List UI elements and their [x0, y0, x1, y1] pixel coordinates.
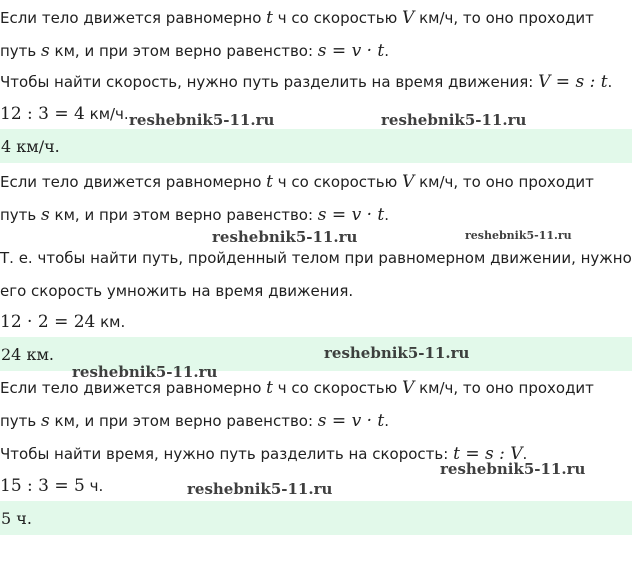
watermark: reshebnik5-11.ru [212, 228, 358, 246]
answer-text: 4 км/ч. [1, 137, 60, 156]
calc-formula: 15 : 3 = 5 [0, 476, 85, 496]
unit: ч. [84, 477, 104, 495]
var-t: t [266, 378, 274, 398]
formula: V = s : t [538, 72, 608, 92]
watermark: reshebnik5-11.ru [440, 460, 586, 478]
text: . [522, 445, 528, 463]
text: км/ч, то оно проходит [414, 379, 594, 397]
text: Если тело движется равномерно [0, 379, 267, 397]
formula: t = s : V [453, 444, 523, 464]
text: Чтобы найти скорость, нужно путь разделить на время движения: [0, 73, 539, 91]
answer-text: 5 ч. [1, 509, 32, 528]
text: путь [0, 412, 42, 430]
text: его скорость умножить на время движения. [0, 282, 354, 300]
watermark: reshebnik5-11.ru [129, 111, 275, 129]
text: . [384, 42, 390, 60]
text: км/ч, то оно проходит [414, 173, 594, 191]
s3-intro-line2 [0, 411, 389, 431]
text: Чтобы найти время, нужно путь разделить на скорость: [0, 445, 454, 463]
var-t: t [266, 8, 274, 28]
text: . [384, 206, 390, 224]
s2-rule-line2 [0, 281, 353, 301]
answer-text: 24 км. [1, 345, 54, 364]
text: . [607, 73, 613, 91]
unit: км. [95, 313, 126, 331]
text: км, и при этом верно равенство: [49, 206, 318, 224]
text: ч со скоростью [273, 9, 403, 27]
text: км, и при этом верно равенство: [49, 42, 318, 60]
s1-rule [0, 72, 612, 92]
watermark: reshebnik5-11.ru [381, 111, 527, 129]
unit: км/ч. [84, 105, 129, 123]
s1-intro-line1 [0, 8, 594, 28]
s1-intro-line2 [0, 41, 389, 61]
s3-calc [0, 476, 103, 496]
watermark: reshebnik5-11.ru [324, 344, 470, 362]
s1-answer-box [0, 129, 632, 163]
text: путь [0, 42, 42, 60]
watermark: reshebnik5-11.ru [72, 363, 218, 381]
s1-calc [0, 104, 129, 124]
text: . [384, 412, 390, 430]
s3-answer-box [0, 501, 632, 535]
formula: s = v · t [317, 205, 385, 225]
s3-intro-line1 [0, 378, 594, 398]
var-v: V [402, 172, 415, 192]
text: км/ч, то оно проходит [414, 9, 594, 27]
text: Если тело движется равномерно [0, 9, 267, 27]
var-s: s [41, 205, 50, 225]
var-t: t [266, 172, 274, 192]
var-s: s [41, 411, 50, 431]
text: ч со скоростью [273, 379, 403, 397]
calc-formula: 12 · 2 = 24 [0, 312, 96, 332]
s2-intro-line1 [0, 172, 594, 192]
watermark: reshebnik5-11.ru [187, 480, 333, 498]
text: Т. е. чтобы найти путь, пройденный телом при равномерном движении, нужно [0, 249, 632, 267]
text: км, и при этом верно равенство: [49, 412, 318, 430]
var-s: s [41, 41, 50, 61]
watermark: reshebnik5-11.ru [465, 229, 572, 242]
formula: s = v · t [317, 411, 385, 431]
text: ч со скоростью [273, 173, 403, 191]
s2-intro-line2 [0, 205, 389, 225]
text: путь [0, 206, 42, 224]
s2-rule-line1 [0, 248, 632, 268]
text: Если тело движется равномерно [0, 173, 267, 191]
formula: s = v · t [317, 41, 385, 61]
var-v: V [402, 8, 415, 28]
var-v: V [402, 378, 415, 398]
s2-calc [0, 312, 125, 332]
calc-formula: 12 : 3 = 4 [0, 104, 85, 124]
